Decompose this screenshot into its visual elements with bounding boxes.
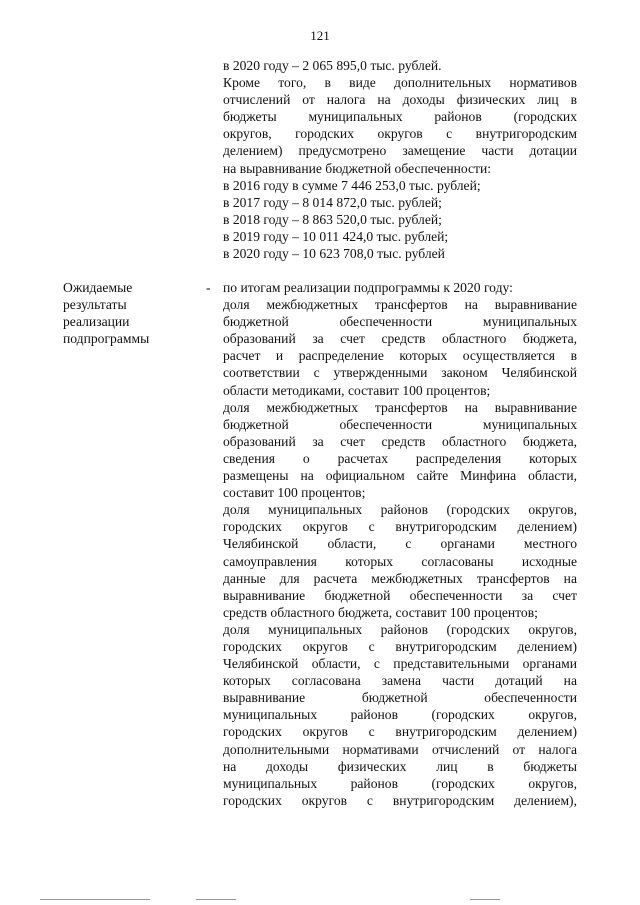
text-line: размещены на официальном сайте Минфина области, xyxy=(223,468,577,484)
scan-edge-mark xyxy=(40,899,150,900)
text-line: округов, городских округов с внутригородским xyxy=(223,126,577,142)
text-line: образований за счет средств областного бюджета, xyxy=(223,331,577,347)
text-line: доля муниципальных районов (городских округов, xyxy=(223,502,577,518)
text-line: составит 100 процентов; xyxy=(223,485,366,501)
text-line: на доходы физических лиц в бюджеты xyxy=(223,758,577,774)
text-line: в 2020 году – 2 065 895,0 тыс. рублей. xyxy=(223,58,442,73)
page-number: 121 xyxy=(310,28,330,43)
scan-edge-mark xyxy=(470,899,500,900)
text-line: городских округов с внутригородским делением) xyxy=(223,724,577,740)
text-line: на выравнивание бюджетной обеспеченности: xyxy=(223,160,492,176)
text-line: средств областного бюджета, составит 100 процентов; xyxy=(223,604,538,620)
text-line: расчет и распределение которых осуществляется в xyxy=(223,348,577,364)
text-line: данные для расчета межбюджетных трансфертов на xyxy=(223,570,577,586)
text-line: городских округов с внутригородским делением), xyxy=(223,792,577,808)
text-line: в 2016 году в сумме 7 446 253,0 тыс. рублей; xyxy=(223,177,481,193)
text-line: которых согласована замена части дотаций на xyxy=(223,673,577,689)
text-line: городских округов с внутригородским делением) xyxy=(223,519,577,535)
text-line: Челябинской области, с представительными органами xyxy=(223,656,577,672)
section-label-line: результаты xyxy=(63,297,127,313)
section-label-line: подпрограммы xyxy=(63,331,150,347)
section-label-line: Ожидаемые xyxy=(63,280,133,295)
text-line: бюджетной обеспеченности муниципальных xyxy=(223,416,577,432)
text-line: по итогам реализации подпрограммы к 2020 году: xyxy=(223,280,513,295)
text-line: доля межбюджетных трансфертов на выравнивание xyxy=(223,399,577,415)
text-line: самоуправления которых согласованы исходные xyxy=(223,553,577,569)
text-line: выравнивание бюджетной обеспеченности за счет xyxy=(223,587,577,603)
text-line: доля муниципальных районов (городских округов, xyxy=(223,621,577,637)
text-line: в 2017 году – 8 014 872,0 тыс. рублей; xyxy=(223,194,442,210)
text-line: муниципальных районов (городских округов, xyxy=(223,775,577,791)
text-line: Челябинской области, с органами местного xyxy=(223,536,577,552)
funding-paragraph xyxy=(223,57,577,262)
text-line: в 2018 году – 8 863 520,0 тыс. рублей; xyxy=(223,211,442,227)
text-line: делением) предусмотрено замещение части дотации xyxy=(223,143,577,159)
text-line: отчислений от налога на доходы физических лиц в xyxy=(223,92,577,108)
text-line: соответствии с утвержденными законом Челябинской xyxy=(223,365,577,381)
text-line: в 2020 году – 10 623 708,0 тыс. рублей xyxy=(223,246,445,262)
scan-edge-mark xyxy=(196,899,236,900)
text-line: Кроме того, в виде дополнительных нормативов xyxy=(223,75,577,91)
section-label-line: реализации xyxy=(63,314,130,330)
text-line: образований за счет средств областного бюджета, xyxy=(223,433,577,449)
text-line: в 2019 году – 10 011 424,0 тыс. рублей; xyxy=(223,228,449,244)
text-line: дополнительными нормативами отчислений от налога xyxy=(223,741,577,757)
text-line: выравнивание бюджетной обеспеченности xyxy=(223,690,577,706)
text-line: бюджетной обеспеченности муниципальных xyxy=(223,314,577,330)
text-line: области методиками, составит 100 процентов; xyxy=(223,382,491,398)
text-line: городских округов с внутригородским делением) xyxy=(223,638,577,654)
expected-results-text xyxy=(223,279,577,809)
text-line: муниципальных районов (городских округов, xyxy=(223,707,577,723)
list-dash: - xyxy=(206,280,211,295)
section-label xyxy=(63,279,203,347)
text-line: доля межбюджетных трансфертов на выравнивание xyxy=(223,297,577,313)
text-line: бюджеты муниципальных районов (городских xyxy=(223,109,577,125)
text-line: сведения о расчетах распределения которых xyxy=(223,450,577,466)
